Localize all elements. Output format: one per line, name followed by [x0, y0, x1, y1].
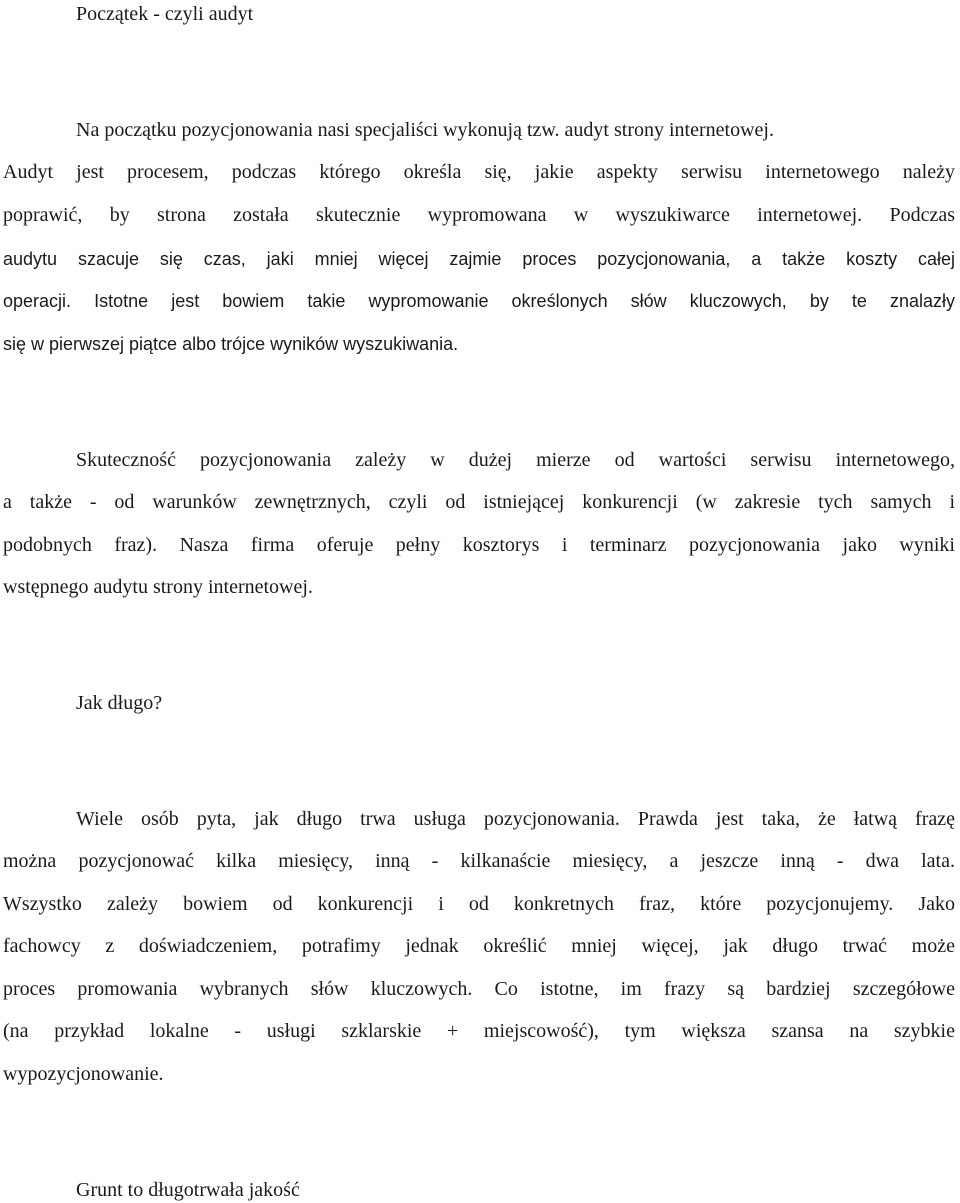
para1-line-6: się w pierwszej piątce albo trójce wyników wyszukiwania.: [3, 334, 459, 354]
para2-line-2: a także - od warunków zewnętrznych, czyli od istniejącej konkurencji (w zakresie tych samych i: [3, 491, 955, 513]
heading-quality: Grunt to długotrwała jakość: [76, 1179, 300, 1201]
para2-line-3: podobnych fraz). Nasza firma oferuje pełny kosztorys i terminarz pozycjonowania jako wyniki: [3, 534, 955, 556]
para3-line-2: można pozycjonować kilka miesięcy, inną - kilkanaście miesięcy, a jeszcze inną - dwa lata.: [3, 850, 955, 872]
para3-line-4: fachowcy z doświadczeniem, potrafimy jednak określić mniej więcej, jak długo trwać może: [3, 935, 955, 957]
heading-how-long: Jak długo?: [76, 692, 163, 714]
heading-start: Początek - czyli audyt: [76, 3, 254, 25]
para1-line-1: Na początku pozycjonowania nasi specjaliści wykonują tzw. audyt strony internetowej.: [76, 119, 774, 141]
para2-line-4: wstępnego audytu strony internetowej.: [3, 576, 313, 598]
para1-line-4: audytu szacuje się czas, jaki mniej więcej zajmie proces pozycjonowania, a także koszty całej: [3, 249, 955, 269]
para3-line-7: wypozycjonowanie.: [3, 1063, 164, 1085]
para3-line-5: proces promowania wybranych słów kluczowych. Co istotne, im frazy są bardziej szczegółowe: [3, 978, 955, 1000]
para3-line-3: Wszystko zależy bowiem od konkurencji i od konkretnych fraz, które pozycjonujemy. Jako: [3, 893, 955, 915]
para3-line-6: (na przykład lokalne - usługi szklarskie + miejscowość), tym większa szansa na szybkie: [3, 1020, 955, 1042]
para3-line-1: Wiele osób pyta, jak długo trwa usługa pozycjonowania. Prawda jest taka, że łatwą frazę: [76, 808, 955, 830]
para1-line-5: operacji. Istotne jest bowiem takie wypromowanie określonych słów kluczowych, by te znalazły: [3, 291, 955, 311]
para1-line-3: poprawić, by strona została skutecznie wypromowana w wyszukiwarce internetowej. Podczas: [3, 204, 955, 226]
para1-line-2: Audyt jest procesem, podczas którego określa się, jakie aspekty serwisu internetowego należy: [3, 161, 955, 183]
para2-line-1: Skuteczność pozycjonowania zależy w dużej mierze od wartości serwisu internetowego,: [76, 449, 955, 471]
